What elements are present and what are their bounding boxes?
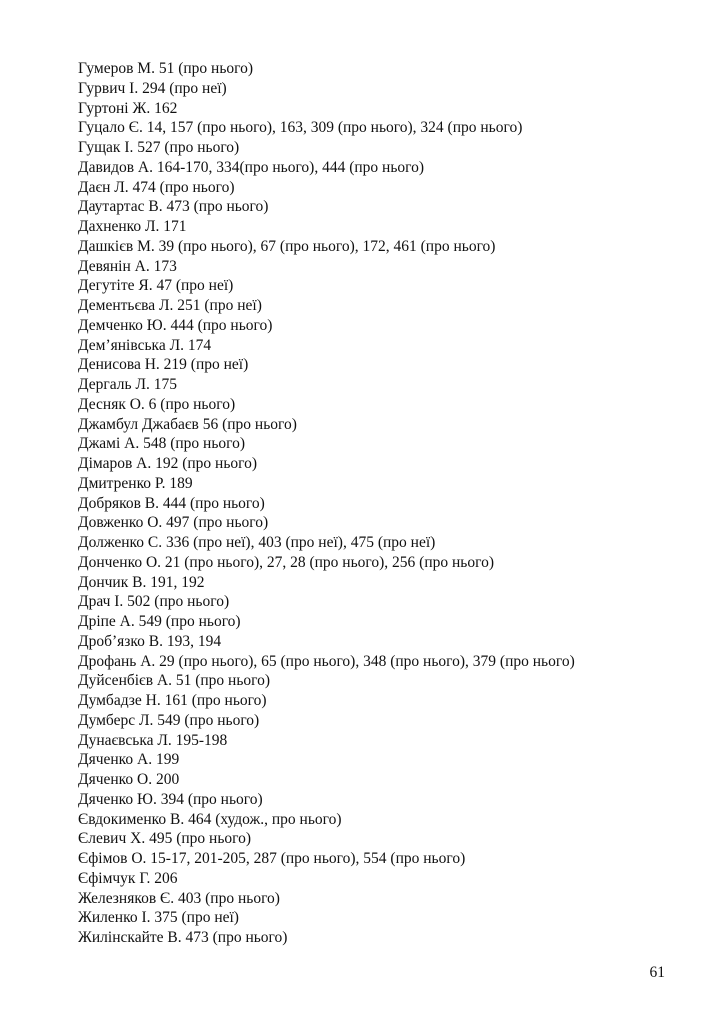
index-entry: Жилінскайте В. 473 (про нього)	[78, 929, 288, 946]
index-entry: Дуйсенбієв А. 51 (про нього)	[78, 672, 271, 690]
index-entry: Денисова Н. 219 (про неї)	[78, 356, 249, 374]
index-entry: Дрофань А. 29 (про нього), 65 (про нього), 348 (про нього), 379 (про нього)	[78, 652, 575, 670]
index-entry: Дончик В. 191, 192	[78, 573, 205, 591]
index-entry: Даєн Л. 474 (про нього)	[78, 178, 235, 196]
index-entry: Дяченко Ю. 394 (про нього)	[78, 790, 263, 808]
index-entry: Драч І. 502 (про нього)	[78, 593, 230, 611]
index-entry: Дроб’язко В. 193, 194	[78, 632, 222, 650]
index-entry: Джамбул Джабаєв 56 (про нього)	[78, 415, 297, 433]
index-entry: Железняков Є. 403 (про нього)	[78, 889, 280, 907]
index-entry: Гурвич І. 294 (про неї)	[78, 79, 227, 97]
index-entry: Дріпе А. 549 (про нього)	[78, 613, 241, 630]
index-entry: Дашкієв М. 39 (про нього), 67 (про нього), 172, 461 (про нього)	[78, 237, 496, 255]
index-entry: Дементьєва Л. 251 (про неї)	[78, 297, 262, 314]
index-entry: Дяченко А. 199	[78, 751, 180, 769]
index-entry: Дмитренко Р. 189	[78, 474, 193, 492]
index-entry: Єлевич Х. 495 (про нього)	[78, 830, 252, 848]
index-entry: Думбадзе Н. 161 (про нього)	[78, 692, 267, 709]
index-entry: Давидов А. 164-170, 334(про нього), 444 (про нього)	[78, 158, 425, 176]
index-entry: Долженко С. 336 (про неї), 403 (про неї), 475 (про неї)	[78, 534, 436, 551]
index-entry: Даутартас В. 473 (про нього)	[78, 198, 269, 216]
index-entries-list	[78, 59, 678, 948]
index-entry: Дахненко Л. 171	[78, 218, 187, 235]
index-entry: Дімаров А. 192 (про нього)	[78, 455, 258, 472]
index-entry: Дунаєвська Л. 195-198	[78, 731, 228, 749]
index-entry: Думберс Л. 549 (про нього)	[78, 711, 260, 729]
index-entry: Жиленко І. 375 (про неї)	[78, 909, 239, 927]
index-entry: Донченко О. 21 (про нього), 27, 28 (про нього), 256 (про нього)	[78, 553, 495, 571]
index-entry: Девянін А. 173	[78, 257, 177, 275]
index-entry: Євдокименко В. 464 (худож., про нього)	[78, 810, 342, 828]
index-entry: Джамі А. 548 (про нього)	[78, 435, 246, 453]
index-entry: Гумеров М. 51 (про нього)	[78, 60, 254, 77]
index-entry: Дяченко О. 200	[78, 771, 180, 788]
index-entry: Демченко Ю. 444 (про нього)	[78, 316, 273, 334]
index-entry: Єфімчук Г. 206	[78, 869, 178, 887]
index-entry: Довженко О. 497 (про нього)	[78, 514, 269, 532]
index-entry: Добряков В. 444 (про нього)	[78, 494, 265, 512]
index-entry: Дем’янівська Л. 174	[78, 336, 212, 354]
index-entry: Гущак І. 527 (про нього)	[78, 139, 240, 156]
index-entry: Гуртоні Ж. 162	[78, 99, 178, 117]
page-number: 61	[649, 964, 665, 981]
index-entry: Десняк О. 6 (про нього)	[78, 395, 236, 413]
index-entry: Дегутіте Я. 47 (про неї)	[78, 277, 234, 295]
index-entry: Гуцало Є. 14, 157 (про нього), 163, 309 (про нього), 324 (про нього)	[78, 119, 523, 137]
index-entry: Дергаль Л. 175	[78, 376, 177, 393]
index-entry: Єфімов О. 15-17, 201-205, 287 (про нього), 554 (про нього)	[78, 850, 466, 867]
